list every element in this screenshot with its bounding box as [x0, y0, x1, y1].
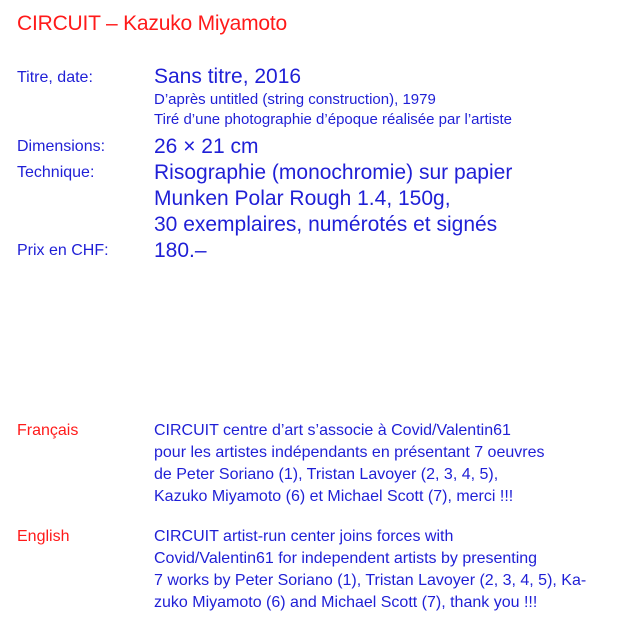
spec-row-dimensions: [17, 134, 627, 160]
titre-note-2: Tiré d’une photographie d’époque réalisée par l’artiste: [154, 111, 513, 128]
titre-label: Titre, date:: [17, 69, 93, 86]
page-title: CIRCUIT – Kazuko Miyamoto: [17, 12, 288, 35]
dimensions-label: Dimensions:: [17, 138, 106, 155]
prix-label: Prix en CHF:: [17, 242, 109, 259]
francais-line: de Peter Soriano (1), Tristan Lavoyer (2, 3, 4, 5),: [154, 466, 499, 483]
text-row-francais: [17, 420, 627, 508]
english-label: English: [17, 528, 70, 545]
english-line: zuko Miyamoto (6) and Michael Scott (7), thank you !!!: [154, 594, 538, 611]
francais-line: CIRCUIT centre d’art s’associe à Covid/Valentin61: [154, 422, 511, 439]
titre-note-1: D’après untitled (string construction), 1979: [154, 91, 436, 108]
titre-value: Sans titre, 2016: [154, 65, 302, 88]
technique-line: Risographie (monochromie) sur papier: [154, 161, 513, 184]
description-section: [17, 420, 627, 614]
francais-line: Kazuko Miyamoto (6) et Michael Scott (7), merci !!!: [154, 488, 514, 505]
text-row-english: [17, 526, 627, 614]
english-line: 7 works by Peter Soriano (1), Tristan Lavoyer (2, 3, 4, 5), Ka-: [154, 572, 587, 589]
specs-section: [17, 64, 627, 264]
english-line: Covid/Valentin61 for independent artists by presenting: [154, 550, 538, 567]
spec-row-prix: [17, 238, 627, 264]
english-line: CIRCUIT artist-run center joins forces with: [154, 528, 454, 545]
spec-row-technique: [17, 160, 627, 238]
prix-value: 180.–: [154, 239, 207, 262]
dimensions-value: 26 × 21 cm: [154, 135, 259, 158]
english-text: [154, 526, 627, 614]
technique-line: 30 exemplaires, numérotés et signés: [154, 213, 498, 236]
technique-label: Technique:: [17, 164, 95, 181]
spec-row-titre: [17, 64, 627, 130]
francais-text: [154, 420, 627, 508]
technique-line: Munken Polar Rough 1.4, 150g,: [154, 187, 451, 210]
francais-label: Français: [17, 422, 79, 439]
francais-line: pour les artistes indépendants en présentant 7 oeuvres: [154, 444, 545, 461]
